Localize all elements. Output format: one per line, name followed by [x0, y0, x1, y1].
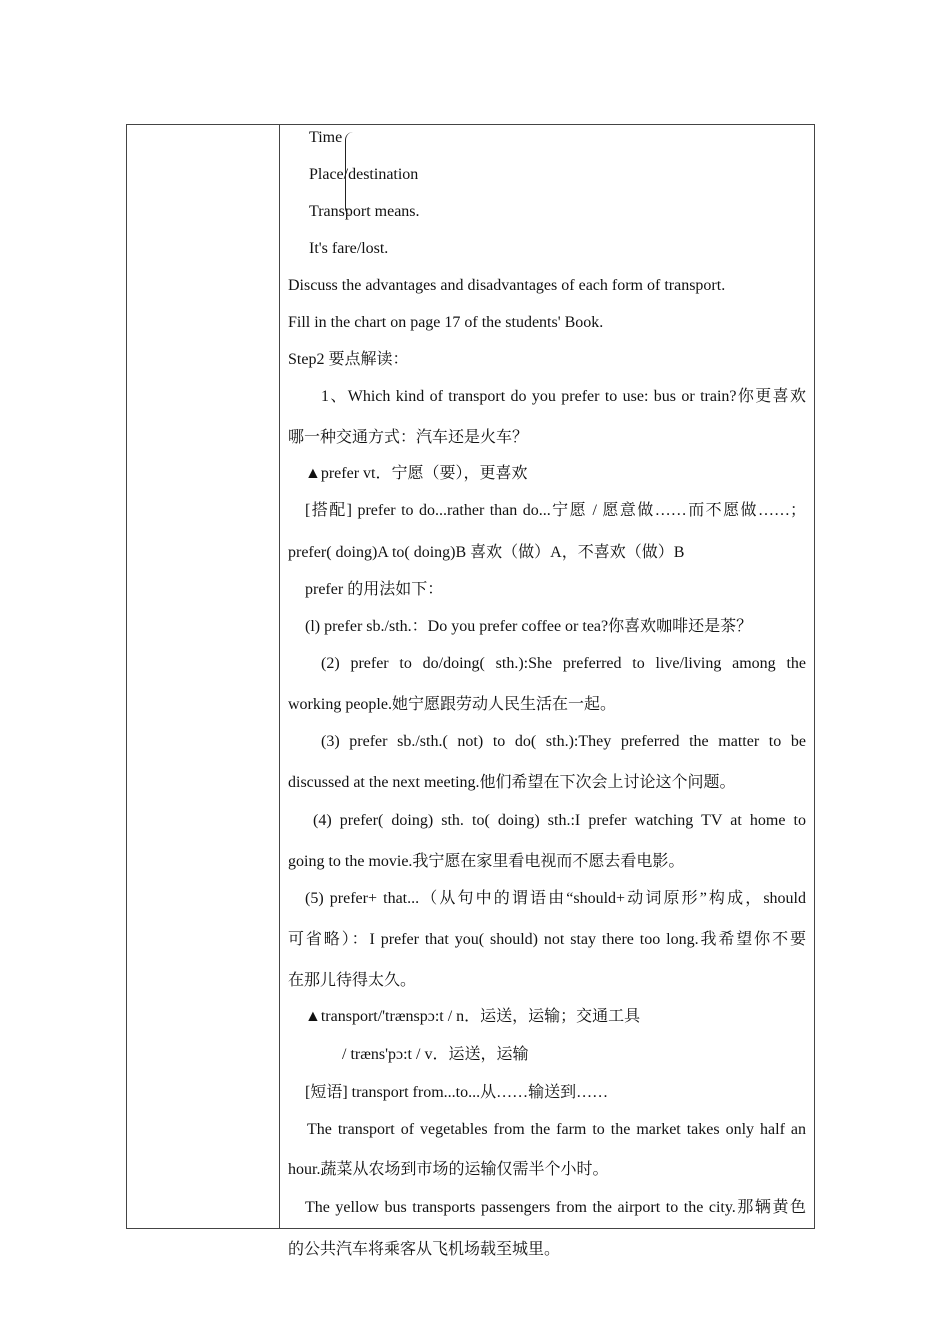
line-collocation-a: [搭配] prefer to do...rather than do...宁愿 / 愿意做……而不愿做……；	[305, 502, 806, 519]
line-u4a: (4) prefer( doing) sth. to( doing) sth.:I prefer watching TV at home to	[313, 812, 806, 829]
line-ex2b: 的公共汽车将乘客从飞机场载至城里。	[288, 1241, 561, 1258]
line-u3b: discussed at the next meeting.他们希望在下次会上讨论这个问题。	[288, 774, 736, 791]
line-usage: prefer 的用法如下：	[305, 581, 444, 598]
line-transport-n: ▲transport/'trænspɔ:t / n．运送，运输；交通工具	[305, 1008, 641, 1025]
line-u3a: (3) prefer sb./sth.( not) to do( sth.):They preferred the matter to be	[321, 733, 806, 750]
line-ex2a: The yellow bus transports passengers from the airport to the city.那辆黄色	[305, 1199, 806, 1216]
table-left-column	[127, 125, 280, 1228]
line-transport-means: Transport means.	[309, 203, 420, 220]
line-u5b: 可省略）：I prefer that you( should) not stay there too long.我希望你不要	[288, 931, 806, 948]
line-u2a: (2) prefer to do/doing( sth.):She preferred to live/living among the	[321, 655, 806, 672]
step2-heading: Step2 要点解读：	[288, 351, 409, 368]
line-fare: It's fare/lost.	[309, 240, 389, 257]
line-u5c: 在那儿待得太久。	[288, 972, 417, 989]
line-ex1b: hour.蔬菜从农场到市场的运输仅需半个小时。	[288, 1161, 609, 1178]
line-u1: (l) prefer sb./sth.：Do you prefer coffee or tea?你喜欢咖啡还是茶？	[305, 618, 753, 635]
line-time: Time	[309, 129, 343, 146]
line-phrase: [短语] transport from...to...从……输送到……	[305, 1084, 609, 1101]
line-prefer-def: ▲prefer vt．宁愿（要），更喜欢	[305, 465, 528, 482]
line-q1b: 哪一种交通方式：汽车还是火车？	[288, 429, 529, 446]
line-q1a: 1、Which kind of transport do you prefer to use: bus or train?你更喜欢	[321, 388, 806, 405]
line-u5a: (5) prefer+ that...（从句中的谓语由“should+动词原形”构成，should	[305, 890, 806, 907]
line-place: Place/destination	[309, 166, 419, 183]
line-collocation-b: prefer( doing)A to( doing)B 喜欢（做）A，不喜欢（做）B	[288, 544, 685, 561]
line-u2b: working people.她宁愿跟劳动人民生活在一起。	[288, 696, 616, 713]
line-fill: Fill in the chart on page 17 of the students' Book.	[288, 314, 604, 331]
line-u4b: going to the movie.我宁愿在家里看电视而不愿去看电影。	[288, 853, 685, 870]
line-ex1a: The transport of vegetables from the farm to the market takes only half an	[307, 1121, 806, 1138]
line-discuss: Discuss the advantages and disadvantages of each form of transport.	[288, 277, 726, 294]
line-transport-v: / træns'pɔ:t / v．运送，运输	[342, 1046, 529, 1063]
